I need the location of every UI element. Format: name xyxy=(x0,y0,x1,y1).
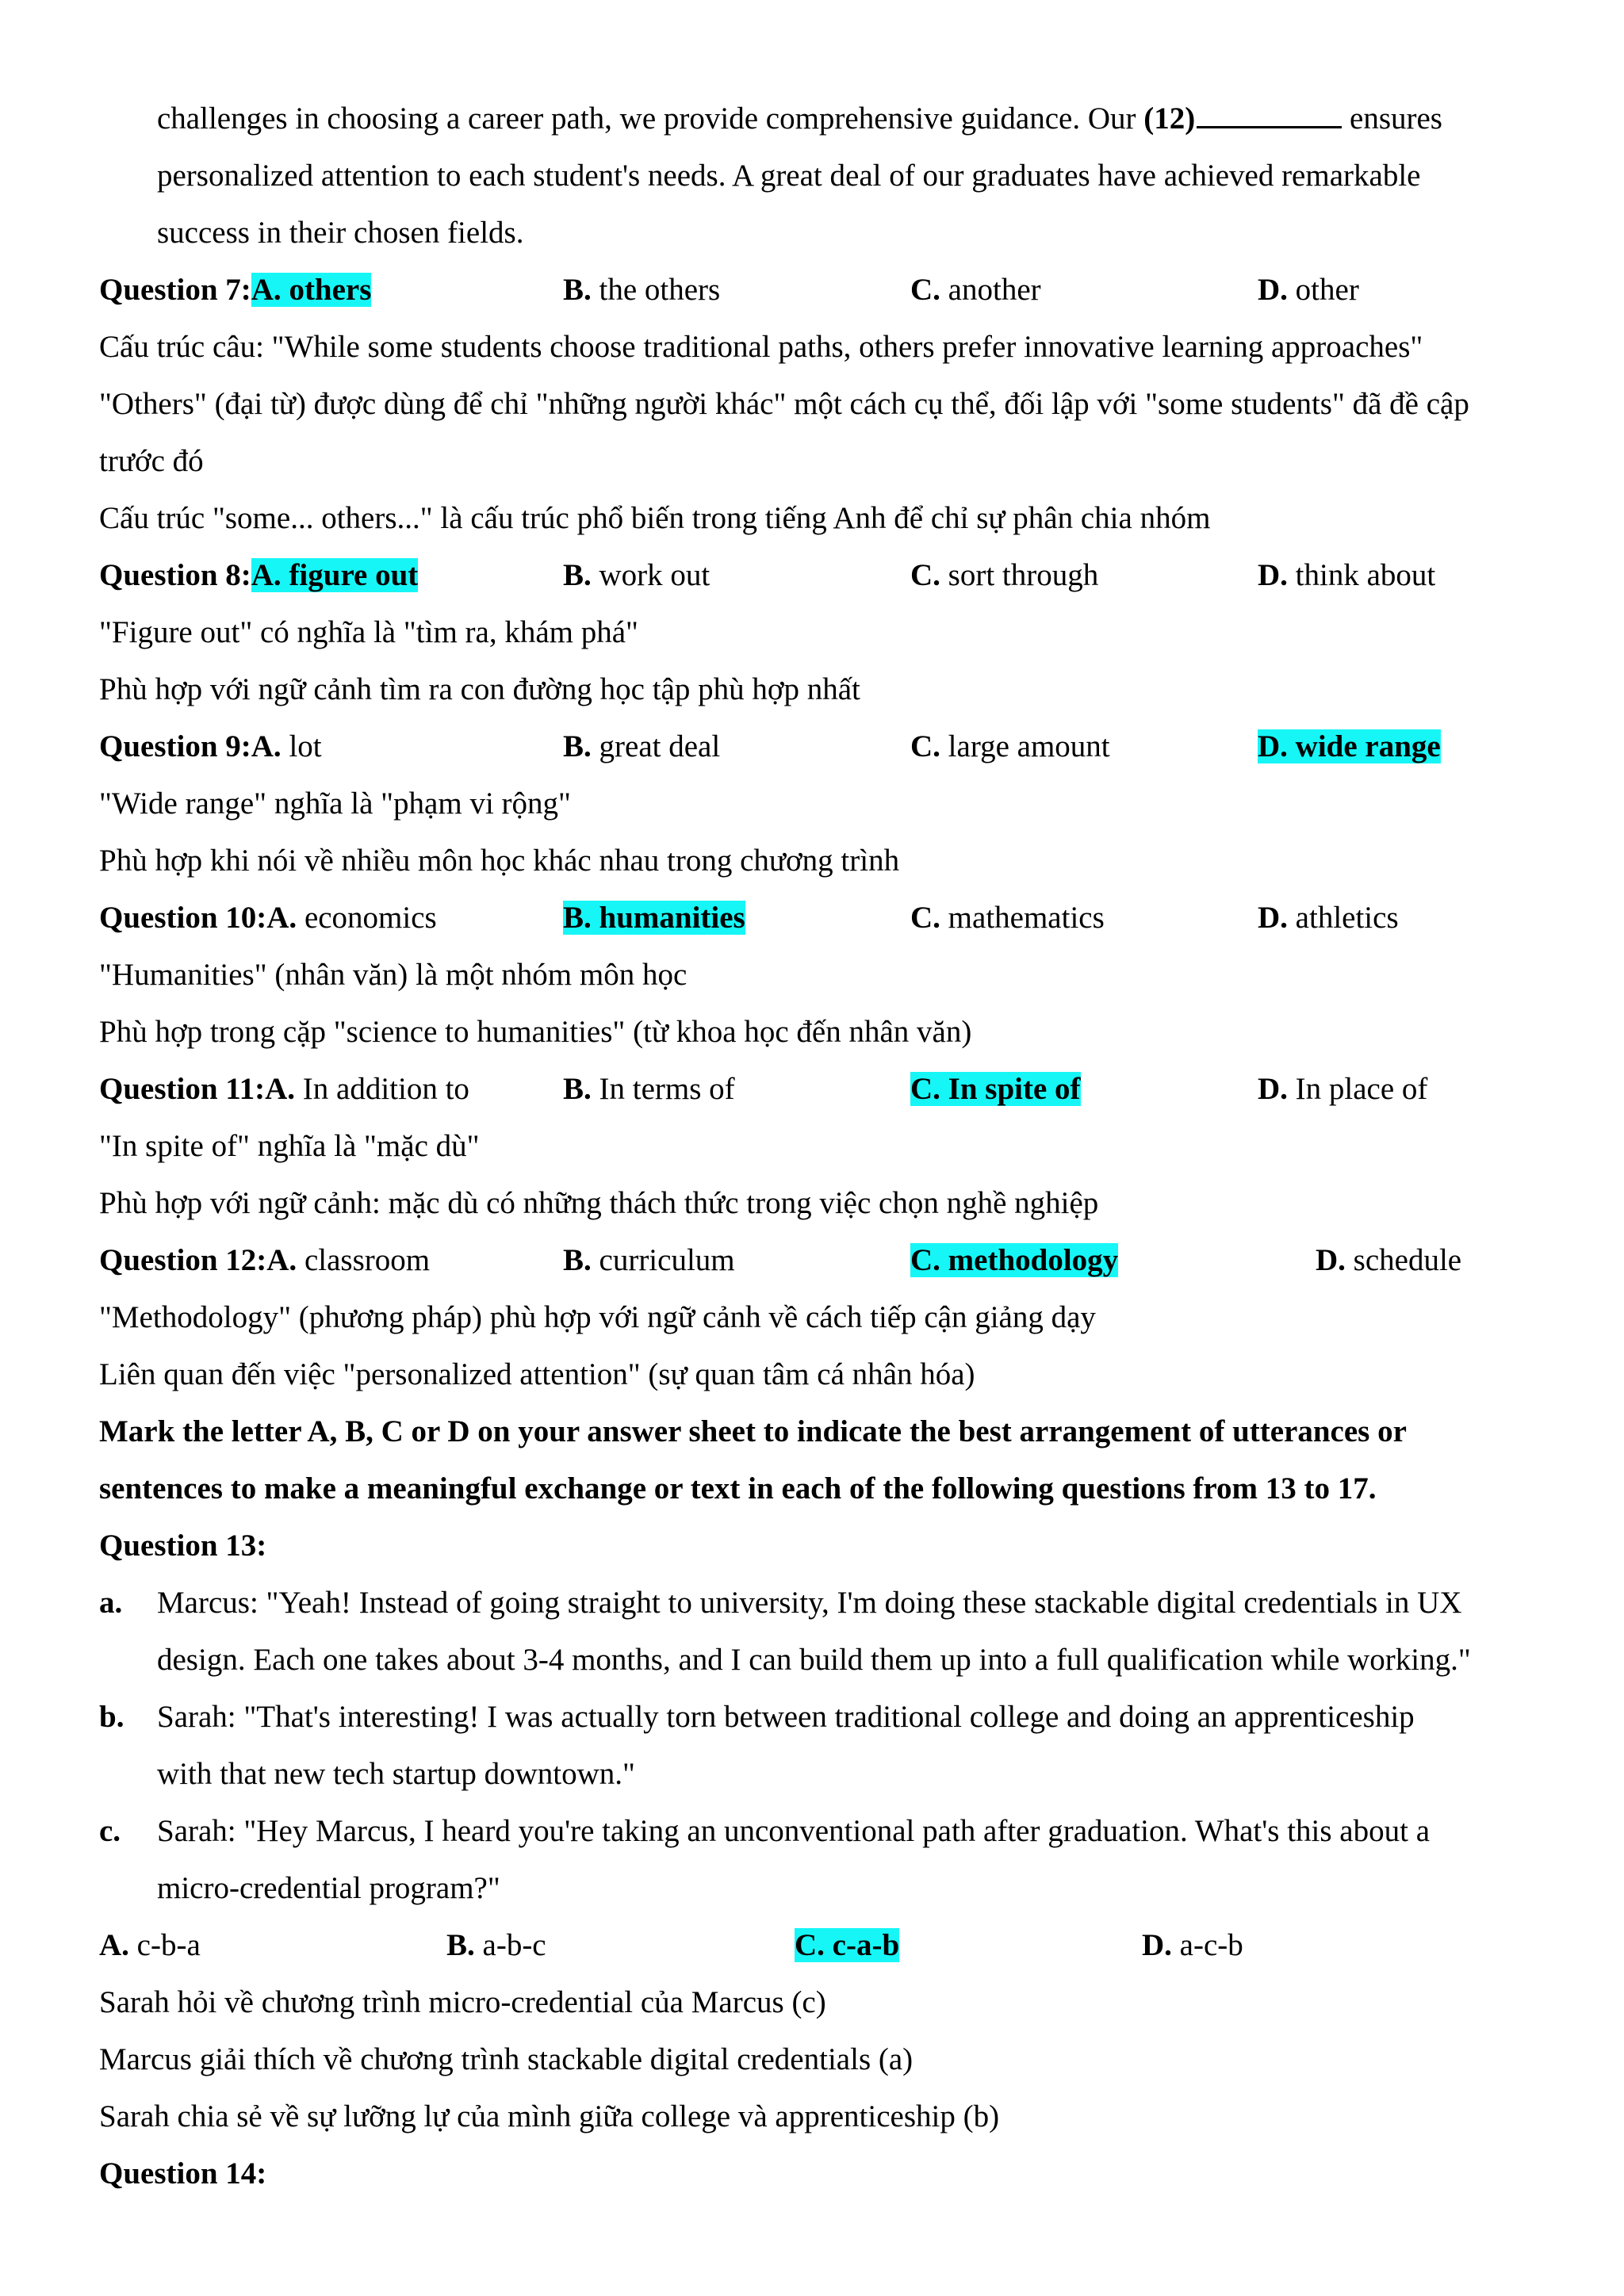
question-label: Question 10: xyxy=(99,901,267,935)
option-text: another xyxy=(940,273,1041,307)
option-text: methodology xyxy=(940,1243,1119,1277)
passage-line-2: personalized attention to each student's needs. A great deal of our graduates have achieved remarkable xyxy=(157,159,1421,193)
q12-explanation-1: "Methodology" (phương pháp) phù hợp với ngữ cảnh về cách tiếp cận giảng dạy xyxy=(99,1300,1096,1334)
option-letter: D. xyxy=(1316,1243,1346,1277)
answer-highlight xyxy=(251,273,372,307)
q9-option-c xyxy=(910,728,1110,766)
option-text: work out xyxy=(591,558,710,592)
list-item-line: Sarah: "Hey Marcus, I heard you're taking an unconventional path after graduation. What's this about a xyxy=(157,1814,1430,1848)
option-letter: D. xyxy=(1258,901,1288,935)
option-letter: A. xyxy=(251,558,282,592)
option-text: athletics xyxy=(1287,901,1399,935)
q9-explanation-1: "Wide range" nghĩa là "phạm vi rộng" xyxy=(99,786,571,821)
option-letter: B. xyxy=(563,273,592,307)
answer-highlight xyxy=(563,901,745,935)
passage-text: challenges in choosing a career path, we provide comprehensive guidance. Our xyxy=(157,101,1144,136)
option-text: lot xyxy=(281,729,322,763)
q10-option-b xyxy=(563,899,745,937)
q9-option-b xyxy=(563,728,720,766)
option-text: curriculum xyxy=(591,1243,735,1277)
question-label: Question 9: xyxy=(99,729,251,763)
q9-option-d xyxy=(1258,728,1441,766)
option-letter: B. xyxy=(563,1243,592,1277)
option-text: classroom xyxy=(297,1243,431,1277)
option-text: others xyxy=(281,273,372,307)
list-item-line: micro-credential program?" xyxy=(157,1871,500,1905)
q7-explanation-4: Cấu trúc "some... others..." là cấu trúc phổ biến trong tiếng Anh để chỉ sự phân chia nhóm xyxy=(99,501,1211,535)
answer-highlight xyxy=(795,1928,899,1962)
q7-option-d xyxy=(1258,271,1359,309)
option-text: In spite of xyxy=(940,1072,1081,1106)
option-letter: D. xyxy=(1258,1072,1288,1106)
option-letter: D. xyxy=(1258,729,1288,763)
question-label: Question 11: xyxy=(99,1072,266,1106)
option-letter: B. xyxy=(563,1072,592,1106)
option-letter: C. xyxy=(910,1243,940,1277)
question-11-row xyxy=(99,1070,469,1108)
question-9-row xyxy=(99,728,322,766)
option-letter: B. xyxy=(563,729,592,763)
list-item-letter: a. xyxy=(99,1586,123,1620)
option-text: the others xyxy=(591,273,721,307)
q7-option-c xyxy=(910,271,1041,309)
answer-highlight xyxy=(1258,729,1441,763)
option-text: sort through xyxy=(940,558,1099,592)
list-item-line: with that new tech startup downtown." xyxy=(157,1757,635,1791)
option-text: other xyxy=(1287,273,1359,307)
blank-number: (12) xyxy=(1143,101,1196,136)
q12-option-d xyxy=(1316,1242,1461,1280)
option-letter: C. xyxy=(910,273,940,307)
question-13-label: Question 13: xyxy=(99,1529,267,1563)
q11-option-c xyxy=(910,1070,1081,1108)
q10-explanation-2: Phù hợp trong cặp "science to humanities" (từ khoa học đến nhân văn) xyxy=(99,1015,972,1049)
q8-explanation-1: "Figure out" có nghĩa là "tìm ra, khám phá" xyxy=(99,615,638,649)
list-item-letter: c. xyxy=(99,1814,121,1848)
option-text: mathematics xyxy=(940,901,1105,935)
q11-explanation-1: "In spite of" nghĩa là "mặc dù" xyxy=(99,1129,480,1163)
question-label: Question 8: xyxy=(99,558,251,592)
option-letter: B. xyxy=(563,901,592,935)
option-letter: C. xyxy=(910,1072,940,1106)
q13-option-a xyxy=(99,1927,201,1965)
question-12-row xyxy=(99,1242,430,1280)
option-letter: A. xyxy=(266,901,297,935)
option-letter: A. xyxy=(251,729,282,763)
instruction-line-1: Mark the letter A, B, C or D on your answer sheet to indicate the best arrangement of utterances or xyxy=(99,1414,1407,1448)
list-item-letter: b. xyxy=(99,1700,124,1734)
option-text: think about xyxy=(1287,558,1436,592)
q13-option-d xyxy=(1142,1927,1243,1965)
option-letter: D. xyxy=(1258,558,1288,592)
option-letter: C. xyxy=(910,901,940,935)
question-label: Question 7: xyxy=(99,273,251,307)
option-text: large amount xyxy=(940,729,1110,763)
option-text: c-b-a xyxy=(128,1928,201,1962)
answer-highlight xyxy=(910,1243,1118,1277)
option-text: In addition to xyxy=(295,1072,469,1106)
option-letter: A. xyxy=(266,1243,297,1277)
option-letter: C. xyxy=(910,558,940,592)
q13-explanation-2: Marcus giải thích về chương trình stackable digital credentials (a) xyxy=(99,2042,914,2076)
answer-highlight xyxy=(910,1072,1081,1106)
q12-option-c xyxy=(910,1242,1118,1280)
option-text: schedule xyxy=(1345,1243,1462,1277)
passage-text: ensures xyxy=(1342,101,1442,136)
option-letter: C. xyxy=(795,1928,825,1962)
q7-explanation-1: Cấu trúc câu: "While some students choose traditional paths, others prefer innovative learning approaches" xyxy=(99,330,1423,364)
question-10-row xyxy=(99,899,437,937)
q13-option-b xyxy=(446,1927,546,1965)
question-8-row xyxy=(99,557,418,595)
list-item-line: Marcus: "Yeah! Instead of going straight to university, I'm doing these stackable digital credentials in UX xyxy=(157,1586,1462,1620)
q7-explanation-2: "Others" (đại từ) được dùng để chỉ "những người khác" một cách cụ thể, đối lập với "some students" đã đề cập xyxy=(99,387,1469,421)
list-item-line: Sarah: "That's interesting! I was actually torn between traditional college and doing an apprenticeship xyxy=(157,1700,1415,1734)
q10-explanation-1: "Humanities" (nhân văn) là một nhóm môn học xyxy=(99,958,688,992)
option-letter: A. xyxy=(99,1928,129,1962)
instruction-line-2: sentences to make a meaningful exchange or text in each of the following questions from 13 to 17. xyxy=(99,1471,1377,1506)
option-text: In place of xyxy=(1287,1072,1428,1106)
option-text: great deal xyxy=(591,729,721,763)
question-14-label: Question 14: xyxy=(99,2156,267,2191)
option-text: economics xyxy=(297,901,437,935)
option-text: c-a-b xyxy=(824,1928,900,1962)
option-text: figure out xyxy=(281,558,419,592)
option-letter: A. xyxy=(251,273,282,307)
option-letter: D. xyxy=(1258,273,1288,307)
option-text: In terms of xyxy=(591,1072,735,1106)
q7-option-b xyxy=(563,271,720,309)
option-letter: D. xyxy=(1142,1928,1172,1962)
passage-line-3: success in their chosen fields. xyxy=(157,216,524,250)
q7-explanation-3: trước đó xyxy=(99,444,204,478)
option-letter: B. xyxy=(563,558,592,592)
q10-option-d xyxy=(1258,899,1399,937)
option-text: humanities xyxy=(591,901,745,935)
option-text: a-b-c xyxy=(474,1928,546,1962)
question-7-row xyxy=(99,271,371,309)
option-letter: A. xyxy=(265,1072,296,1106)
list-item-line: design. Each one takes about 3-4 months, and I can build them up into a full qualification while working." xyxy=(157,1643,1471,1677)
q11-option-d xyxy=(1258,1070,1427,1108)
option-letter: B. xyxy=(446,1928,475,1962)
q12-option-b xyxy=(563,1242,735,1280)
q8-explanation-2: Phù hợp với ngữ cảnh tìm ra con đường học tập phù hợp nhất xyxy=(99,672,860,706)
q11-explanation-2: Phù hợp với ngữ cảnh: mặc dù có những thách thức trong việc chọn nghề nghiệp xyxy=(99,1186,1099,1220)
answer-highlight xyxy=(251,558,419,592)
q8-option-c xyxy=(910,557,1098,595)
q13-explanation-3: Sarah chia sẻ về sự lưỡng lự của mình giữa college và apprenticeship (b) xyxy=(99,2099,1000,2133)
q13-option-c xyxy=(795,1927,899,1965)
passage-line-1 xyxy=(157,100,1442,138)
q8-option-d xyxy=(1258,557,1435,595)
q11-option-b xyxy=(563,1070,735,1108)
question-label: Question 12: xyxy=(99,1243,267,1277)
answer-blank xyxy=(1197,102,1342,128)
option-text: wide range xyxy=(1287,729,1441,763)
option-text: a-c-b xyxy=(1171,1928,1243,1962)
q13-explanation-1: Sarah hỏi về chương trình micro-credential của Marcus (c) xyxy=(99,1985,826,2019)
q12-explanation-2: Liên quan đến việc "personalized attention" (sự quan tâm cá nhân hóa) xyxy=(99,1357,975,1391)
option-letter: C. xyxy=(910,729,940,763)
q8-option-b xyxy=(563,557,710,595)
q9-explanation-2: Phù hợp khi nói về nhiều môn học khác nhau trong chương trình xyxy=(99,844,900,878)
q10-option-c xyxy=(910,899,1105,937)
